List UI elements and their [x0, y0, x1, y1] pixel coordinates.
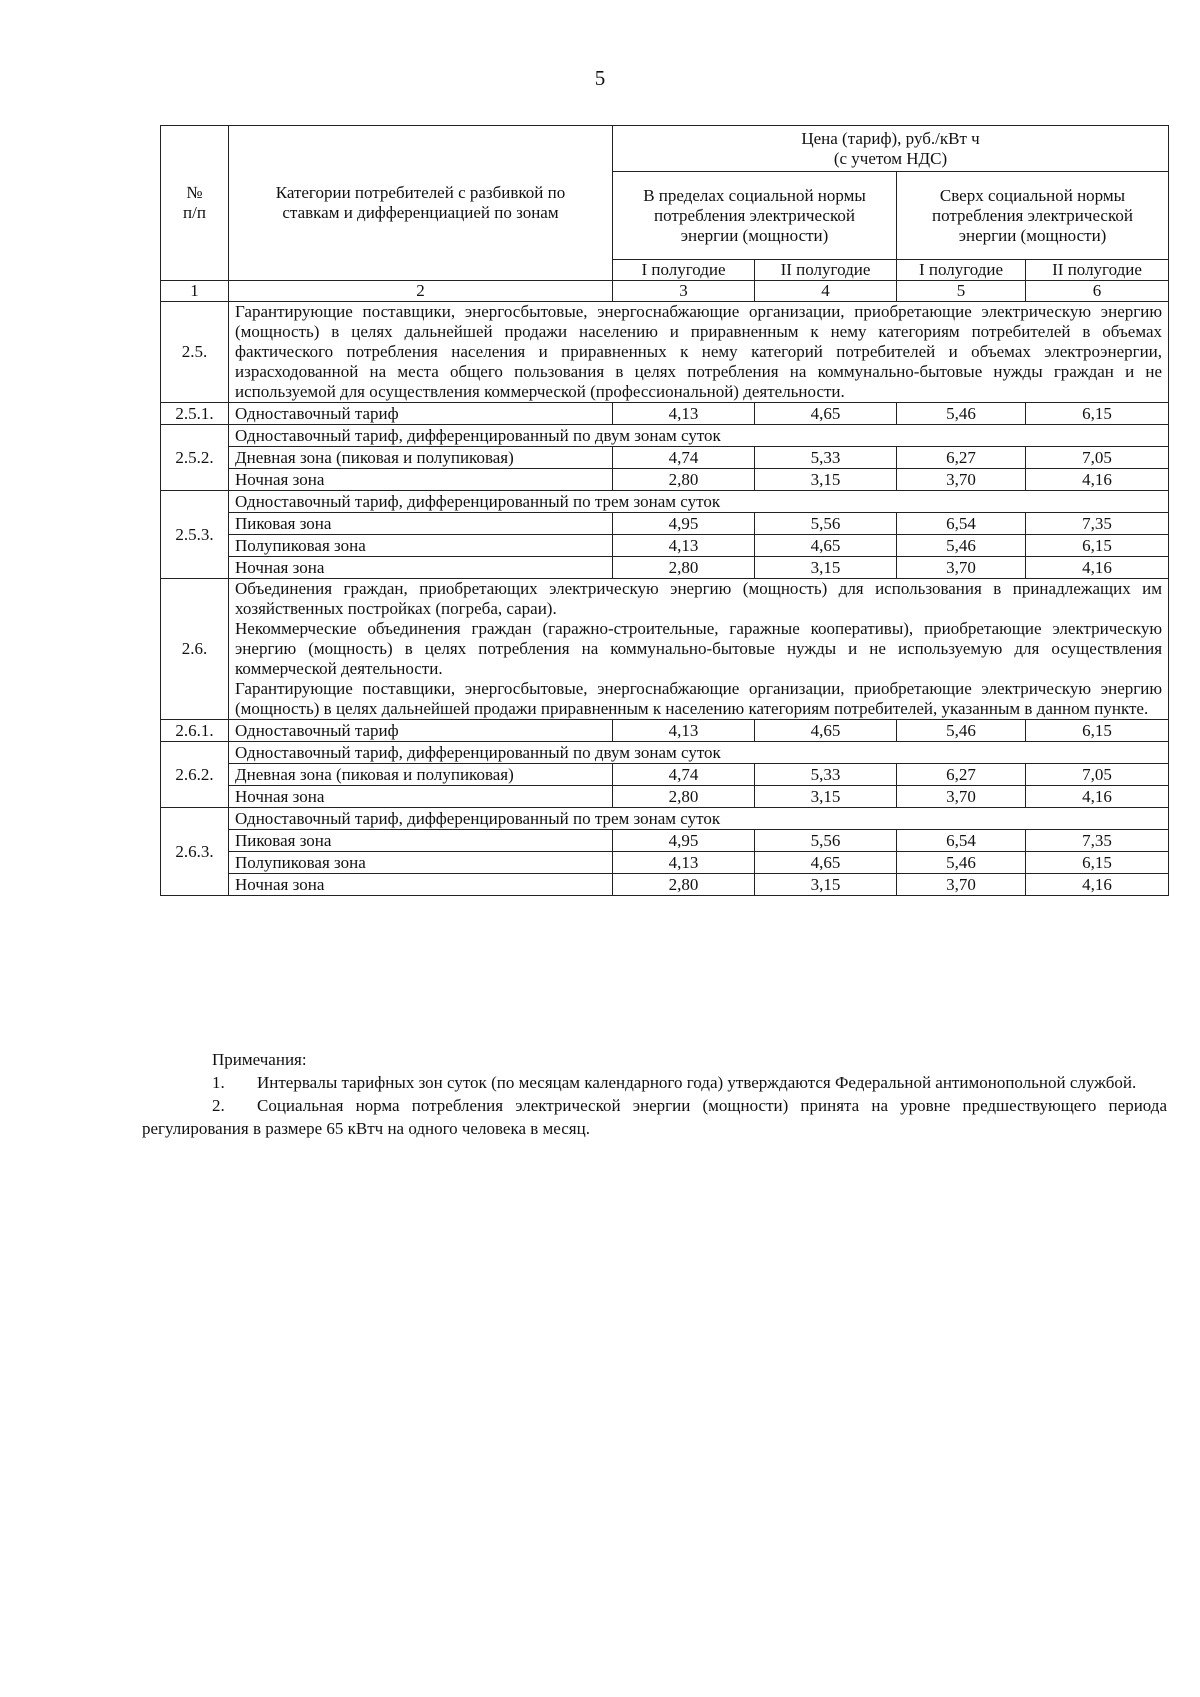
price-cell: 4,16: [1026, 557, 1169, 579]
table-row: [161, 557, 1169, 579]
section-paragraph: Объединения граждан, приобретающих электрическую энергию (мощность) для использования в принадлежащих им хозяйственных постройках (погреба, сараи).: [235, 579, 1163, 618]
section-paragraph: Гарантирующие поставщики, энергосбытовые, энергоснабжающие организации, приобретающие электрическую энергию (мощность) в целях дальнейшей продажи приравненным к населению категориям потребителей, указанным в данном пункте.: [235, 679, 1163, 718]
price-cell: 6,15: [1026, 852, 1169, 874]
note-text: Интервалы тарифных зон суток (по месяцам календарного года) утверждаются Федеральной антимонопольной службой.: [257, 1073, 1137, 1092]
column-number: 6: [1026, 281, 1169, 302]
table-row: [161, 742, 1169, 764]
note-number: 1.: [212, 1073, 225, 1092]
price-cell: 6,54: [897, 513, 1026, 535]
table-row: [161, 764, 1169, 786]
section-description: [229, 579, 1169, 720]
row-number: 2.6.2.: [161, 742, 229, 808]
note-item: [142, 1094, 1167, 1140]
price-cell: 3,15: [755, 874, 897, 896]
row-number: 2.5.1.: [161, 403, 229, 425]
row-label: Ночная зона: [229, 874, 613, 896]
column-numbers-row: [161, 281, 1169, 302]
price-cell: 4,16: [1026, 786, 1169, 808]
table-row: [161, 874, 1169, 896]
row-label: Ночная зона: [229, 786, 613, 808]
table-row: [161, 830, 1169, 852]
header-half2-within: II полугодие: [755, 260, 897, 281]
price-cell: 3,15: [755, 786, 897, 808]
table-row: [161, 535, 1169, 557]
header-half1-above: I полугодие: [897, 260, 1026, 281]
row-label: Пиковая зона: [229, 513, 613, 535]
header-half2-above: II полугодие: [1026, 260, 1169, 281]
price-cell: 6,54: [897, 830, 1026, 852]
header-within-norm: В пределах социальной нормы потребления электрической энергии (мощности): [613, 172, 897, 260]
page-number: 5: [594, 66, 606, 90]
price-cell: 7,35: [1026, 830, 1169, 852]
price-cell: 6,15: [1026, 403, 1169, 425]
price-cell: 5,46: [897, 535, 1026, 557]
table-row: [161, 403, 1169, 425]
row-label: Дневная зона (пиковая и полупиковая): [229, 764, 613, 786]
row-number: 2.6.: [161, 579, 229, 720]
price-cell: 3,70: [897, 469, 1026, 491]
price-cell: 4,16: [1026, 874, 1169, 896]
price-cell: 3,15: [755, 469, 897, 491]
price-cell: 3,70: [897, 786, 1026, 808]
table-row: [161, 720, 1169, 742]
section-description: Гарантирующие поставщики, энергосбытовые, энергоснабжающие организации, приобретающие электрическую энергию (мощность) в целях дальнейшей продажи населению и приравненным к нему категориям потребителей в объемах фактического потребления населения и приравненных к нему категорий потребителей и объемах электроэнергии, израсходованной на места общего пользования в целях потребления на коммунально-бытовые нужды граждан и не используемой для осуществления коммерческой (профессиональной) деятельности.: [229, 302, 1169, 403]
price-cell: 6,15: [1026, 720, 1169, 742]
price-cell: 4,13: [613, 720, 755, 742]
price-cell: 2,80: [613, 557, 755, 579]
table-row: [161, 469, 1169, 491]
row-label: Полупиковая зона: [229, 535, 613, 557]
price-cell: 6,15: [1026, 535, 1169, 557]
table-row: [161, 852, 1169, 874]
row-number: 2.5.3.: [161, 491, 229, 579]
price-cell: 4,65: [755, 535, 897, 557]
table-row: [161, 491, 1169, 513]
price-cell: 6,27: [897, 447, 1026, 469]
price-cell: 7,05: [1026, 764, 1169, 786]
price-cell: 4,65: [755, 403, 897, 425]
tariff-table: [160, 125, 1169, 896]
row-label: Одноставочный тариф, дифференцированный по трем зонам суток: [229, 808, 1169, 830]
price-cell: 4,65: [755, 720, 897, 742]
price-cell: 5,46: [897, 403, 1026, 425]
price-cell: 4,13: [613, 403, 755, 425]
price-cell: 5,33: [755, 447, 897, 469]
price-cell: 2,80: [613, 874, 755, 896]
price-cell: 4,13: [613, 535, 755, 557]
price-cell: 3,15: [755, 557, 897, 579]
row-label: Дневная зона (пиковая и полупиковая): [229, 447, 613, 469]
section-row: [161, 579, 1169, 720]
section-row: [161, 302, 1169, 403]
price-cell: 3,70: [897, 557, 1026, 579]
row-number: 2.6.3.: [161, 808, 229, 896]
row-label: Одноставочный тариф, дифференцированный по трем зонам суток: [229, 491, 1169, 513]
price-cell: 7,05: [1026, 447, 1169, 469]
row-label: Одноставочный тариф, дифференцированный по двум зонам суток: [229, 742, 1169, 764]
row-label: Ночная зона: [229, 557, 613, 579]
row-label: Одноставочный тариф: [229, 720, 613, 742]
price-cell: 4,65: [755, 852, 897, 874]
note-text: Социальная норма потребления электрической энергии (мощности) принята на уровне предшествующего периода регулирования в размере 65 кВтч на одного человека в месяц.: [142, 1096, 1167, 1138]
price-cell: 4,95: [613, 513, 755, 535]
header-category: Категории потребителей с разбивкой по ставкам и дифференциацией по зонам: [229, 126, 613, 281]
column-number: 3: [613, 281, 755, 302]
price-cell: 3,70: [897, 874, 1026, 896]
column-number: 5: [897, 281, 1026, 302]
notes: [142, 1048, 1167, 1140]
column-number: 1: [161, 281, 229, 302]
row-label: Одноставочный тариф: [229, 403, 613, 425]
table-row: [161, 786, 1169, 808]
header-half1-within: I полугодие: [613, 260, 755, 281]
table-row: [161, 513, 1169, 535]
row-number: 2.5.: [161, 302, 229, 403]
price-cell: 4,13: [613, 852, 755, 874]
price-cell: 5,56: [755, 830, 897, 852]
row-number: 2.5.2.: [161, 425, 229, 491]
row-label: Одноставочный тариф, дифференцированный по двум зонам суток: [229, 425, 1169, 447]
note-number: 2.: [212, 1096, 225, 1115]
price-cell: 2,80: [613, 469, 755, 491]
header-price: Цена (тариф), руб./кВт ч (с учетом НДС): [613, 126, 1169, 172]
row-label: Пиковая зона: [229, 830, 613, 852]
price-cell: 5,46: [897, 852, 1026, 874]
price-cell: 5,33: [755, 764, 897, 786]
price-cell: 4,74: [613, 764, 755, 786]
price-cell: 6,27: [897, 764, 1026, 786]
row-number: 2.6.1.: [161, 720, 229, 742]
price-cell: 7,35: [1026, 513, 1169, 535]
price-cell: 4,16: [1026, 469, 1169, 491]
table-row: [161, 425, 1169, 447]
column-number: 2: [229, 281, 613, 302]
price-cell: 2,80: [613, 786, 755, 808]
row-label: Ночная зона: [229, 469, 613, 491]
notes-title: Примечания:: [212, 1050, 307, 1069]
header-above-norm: Сверх социальной нормы потребления электрической энергии (мощности): [897, 172, 1169, 260]
price-cell: 5,56: [755, 513, 897, 535]
price-cell: 5,46: [897, 720, 1026, 742]
column-number: 4: [755, 281, 897, 302]
table-row: [161, 808, 1169, 830]
price-cell: 4,74: [613, 447, 755, 469]
row-label: Полупиковая зона: [229, 852, 613, 874]
section-paragraph: Некоммерческие объединения граждан (гаражно-строительные, гаражные кооперативы), приобретающие электрическую энергию (мощность) в целях потребления на коммунально-бытовые нужды и не используемую для осуществления коммерческой деятельности.: [235, 619, 1163, 678]
header-no: № п/п: [161, 126, 229, 281]
price-cell: 4,95: [613, 830, 755, 852]
note-item: [142, 1071, 1167, 1094]
table-row: [161, 447, 1169, 469]
